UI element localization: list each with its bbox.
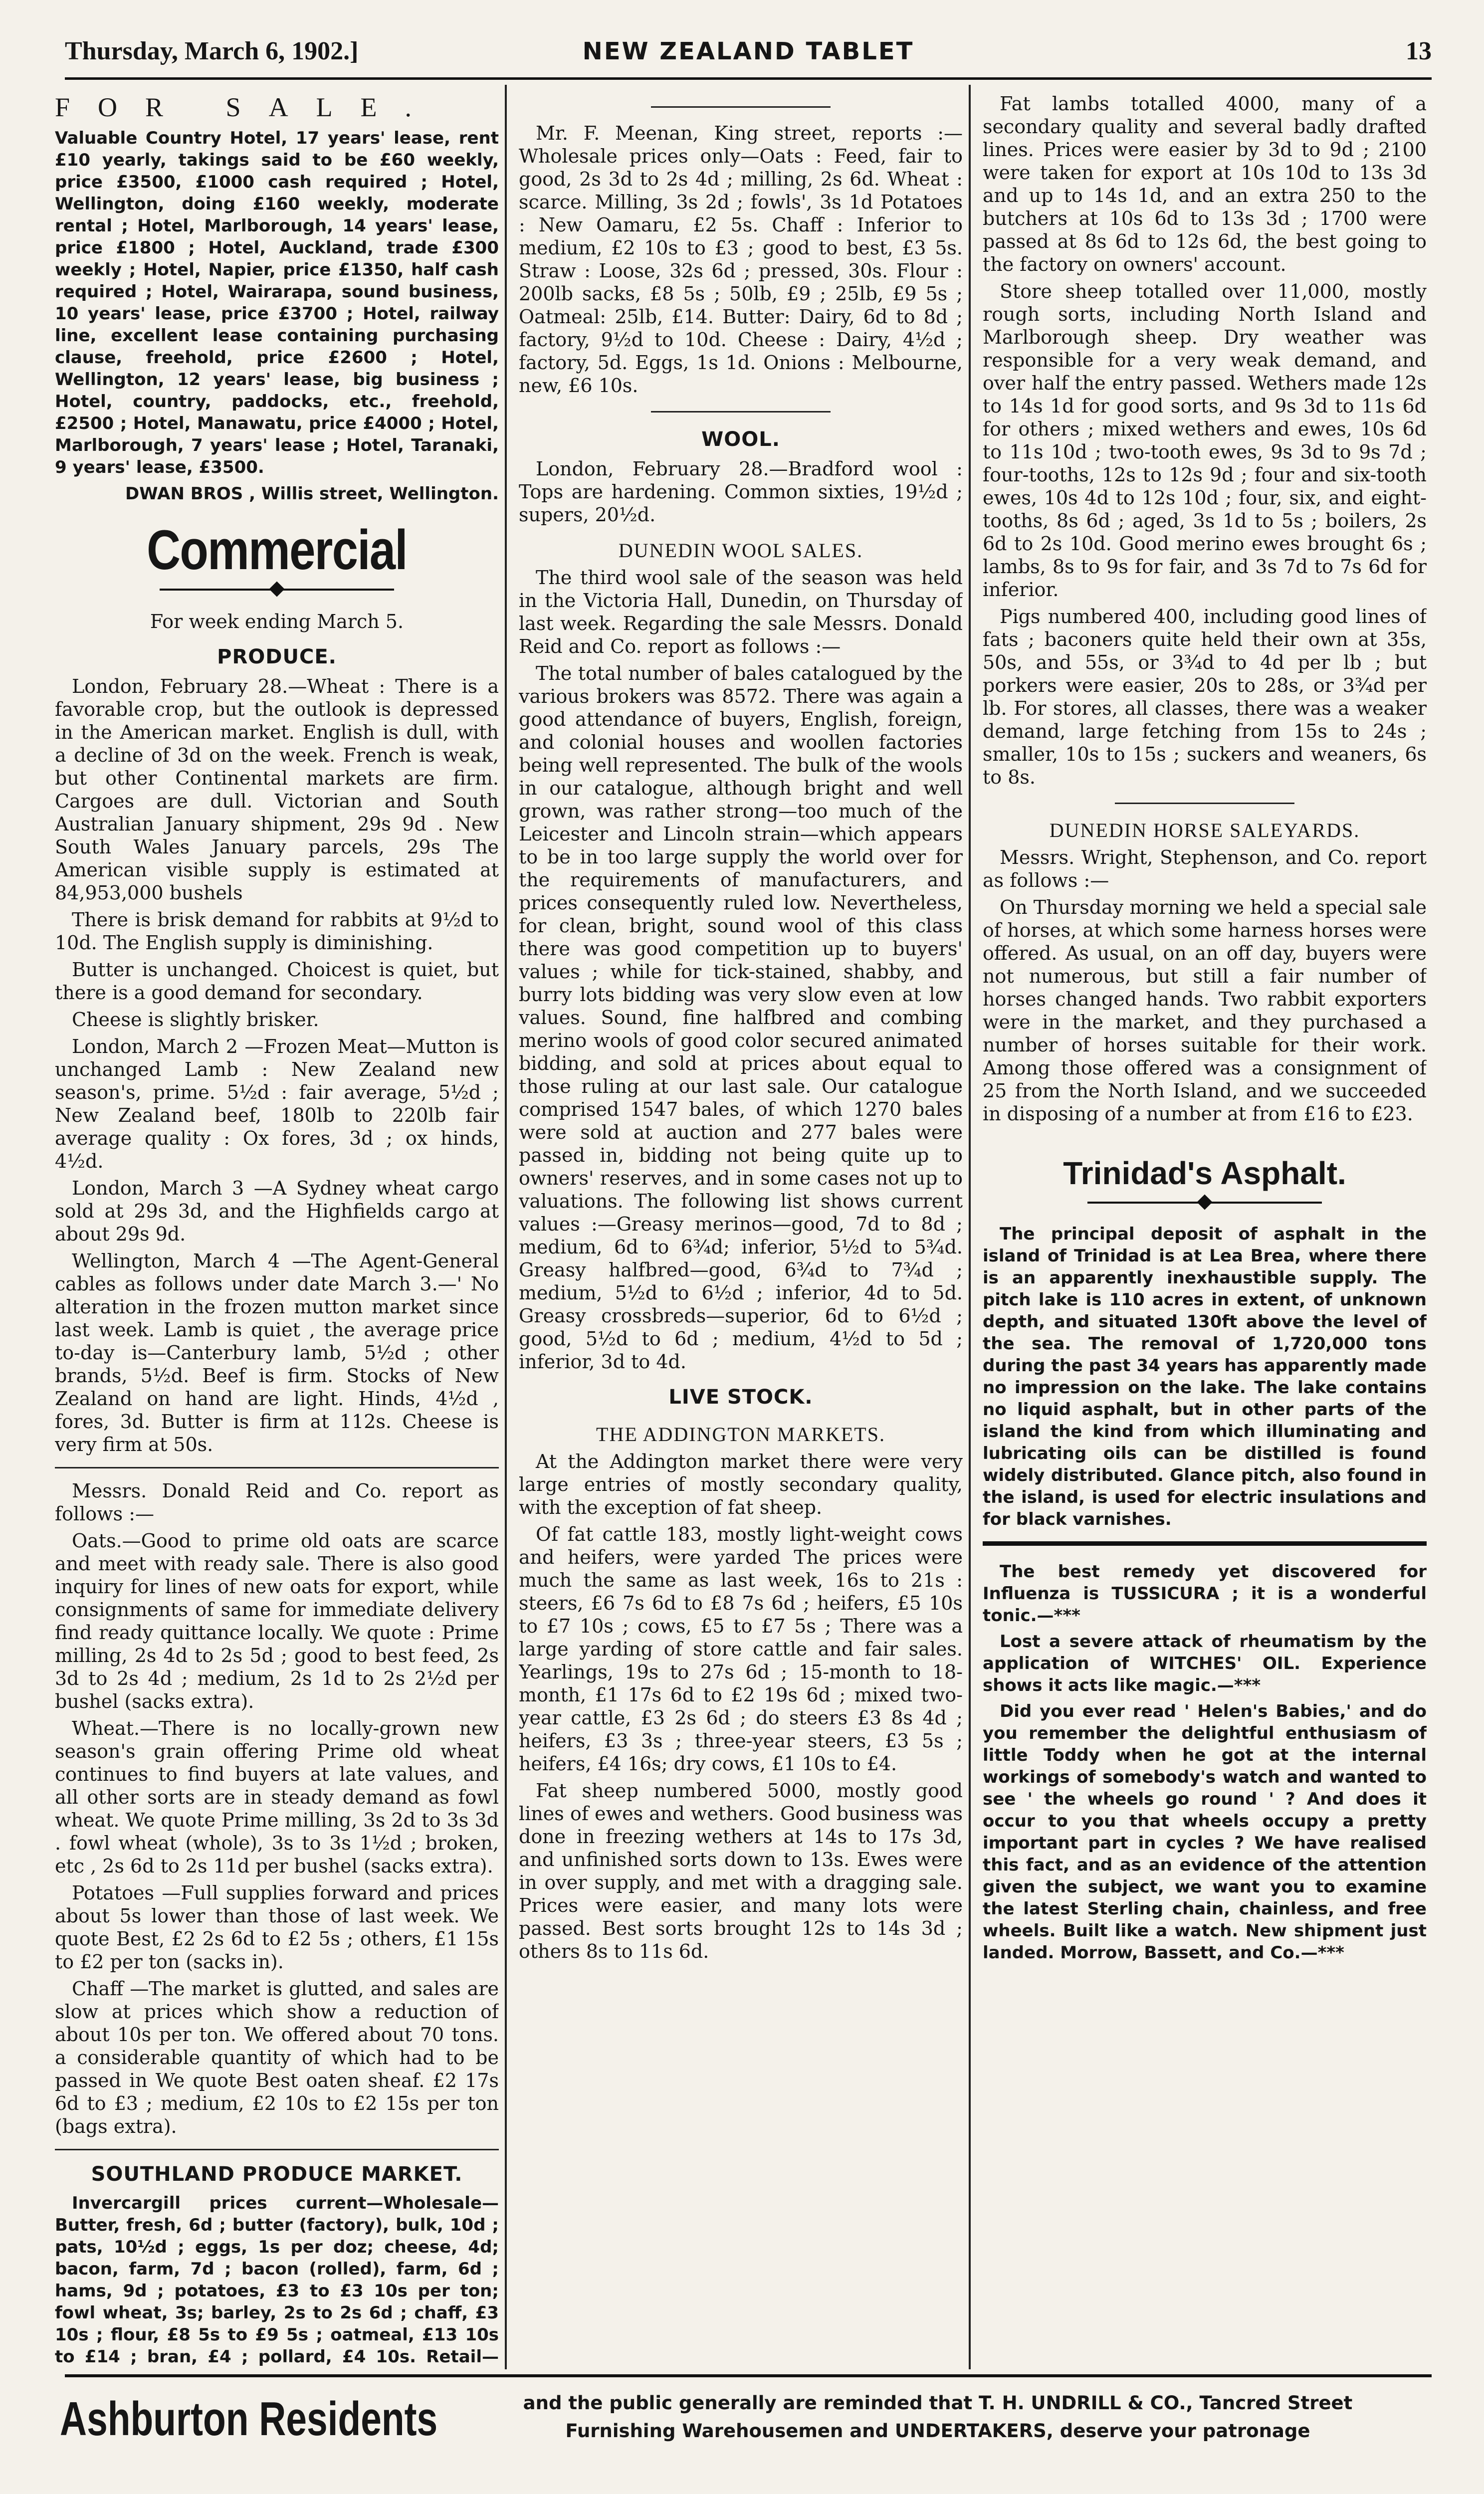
notice-paragraph: Did you ever read ' Helen's Babies,' and do you remember the delightful enthusiasm of little Toddy when he got at the internal workings of somebody's watch and wanted to see ' the wheels go round ' ? And does it occur to you that wheels occupy a pretty important part in cycles ? We have realised this fact, and as an evidence of the attention given the subject, we want you to examine the latest Sterling chain, chainless, and free wheels. Built like a watch. New shipment just landed. Morrow, Bassett, and Co.—*** (983, 1701, 1427, 1963)
notice-paragraph: The best remedy yet discovered for Influenza is TUSSICURA ; it is a wonderful tonic.—*** (983, 1562, 1427, 1626)
section-rule (55, 1467, 499, 1468)
addington-heading: THE ADDINGTON MARKETS. (596, 1423, 885, 1446)
section-rule (55, 2149, 499, 2150)
newspaper-title: NEW ZEALAND TABLET (582, 37, 914, 65)
produce-paragraph: London, March 3 —A Sydney wheat cargo sold at 29s 3d, and the Highfields cargo at about 29s 9d. (55, 1177, 499, 1245)
reid-intro: Messrs. Donald Reid and Co. report as follows :— (55, 1480, 499, 1525)
for-sale-advert (55, 92, 499, 505)
diamond-ornament-icon (269, 581, 284, 597)
section-rule (651, 106, 831, 108)
addington-paragraph: Fat sheep numbered 5000, mostly good lines of ewes and wethers. Good business was done in freezing wethers at 14s to 17s 3d, and unfinished sorts down to 13s. Ewes were in over supply, and met with a dragging sale. Prices were easier, and many lots were passed. Best sorts brought 12s to 14s 3d ; others 8s to 11s 6d. (519, 1780, 963, 1962)
section-rule (983, 1541, 1427, 1546)
issue-date: Thursday, March 6, 1902.] (65, 37, 359, 65)
commercial-title: Commercial (147, 519, 407, 581)
for-sale-heading: FOR SALE. (55, 92, 440, 122)
livestock-heading: LIVE STOCK. (668, 1386, 813, 1409)
produce-heading: PRODUCE. (217, 645, 337, 668)
horse-paragraph: On Thursday morning we held a special sale of horses, at which some harness horses were offered. As usual, on an off day, buyers were not numerous, but still a fair number of horses changed hands. Two rabbit exporters were in the market, and they purchased a number of horses suitable for their work. Among those offered was a consignment of 25 from the North Island, and we succeeded in disposing of a number at from £16 to £23. (983, 896, 1427, 1125)
reid-paragraph: Potatoes —Full supplies forward and prices about 5s lower than those of last week. We quote Best, £2 2s 6d to £2 5s ; others, £1 15s to £2 per ton (sacks in). (55, 1882, 499, 1973)
for-sale-signature: DWAN BROS , Willis street, Wellington. (125, 484, 499, 504)
reid-paragraph: Chaff —The market is glutted, and sales are slow at prices which show a reduction of about 10s per ton. We offered about 70 tons. a considerable quantity of which had to be passed in We quote Best oaten sheaf. £2 17s 6d to £3 ; medium, £2 10s to £2 15s per ton (bags extra). (55, 1978, 499, 2137)
asphalt-body: The principal deposit of asphalt in the island of Trinidad is at Lea Brea, where there is an apparently inexhaustible supply. The pitch lake is 110 acres in extent, of unknown depth, and situated 130ft above the level of the sea. The removal of 1,720,000 tons during the past 34 years has apparently made no impression on the lake. The lake contains no liquid asphalt, but in other parts of the island the kind from which illuminating and lubricating oils can be distilled is found widely distributed. Glance pitch, also found in the island, is used for electric insulations and for black varnishes. (983, 1224, 1427, 1529)
footer-line-2: Furnishing Warehousemen and UNDERTAKERS, deserve your patronage (565, 2420, 1310, 2442)
wool-heading: WOOL. (701, 428, 780, 451)
asphalt-title: Trinidad's Asphalt. (1063, 1155, 1346, 1191)
title-ornament (983, 1195, 1427, 1210)
header-rule (65, 77, 1432, 80)
column-divider (505, 85, 507, 2369)
column-3 (983, 92, 1427, 2367)
footer-advert-title: Ashburton Residents (60, 2392, 438, 2446)
page-number: 13 (1406, 37, 1432, 65)
column-divider (969, 85, 971, 2369)
reid-paragraph: Wheat.—There is no locally-grown new season's grain offering Prime old wheat continues to find buyers at late values, and all other sorts are in steady demand as fowl wheat. We quote Prime milling, 3s 2d to 3s 3d . fowl wheat (whole), 3s to 3s 1½d ; broken, etc , 2s 6d to 2s 11d per bushel (sacks extra). (55, 1717, 499, 1877)
footer-rule (65, 2374, 1432, 2377)
southland-heading: SOUTHLAND PRODUCE MARKET. (91, 2163, 463, 2186)
section-rule (651, 411, 831, 413)
addington-paragraph: Fat lambs totalled 4000, many of a secondary quality and several badly drafted lines. Prices were easier by 3d to 9d ; 2100 were taken for export at 10s 10d to 13s 3d and up to 14s 1d, and an extra 250 to the butchers at 10s 6d to 13s 3d ; 1700 were passed at 8s 6d to 12s 6d, the best going to the factory on owners' account. (983, 93, 1427, 275)
for-sale-body: Valuable Country Hotel, 17 years' lease, rent £10 yearly, takings said to be £60 weekly, price £3500, £1000 cash required ; Hotel, Wellington, doing £160 weekly, moderate rental ; Hotel, Marlborough, 14 years' lease, price £1800 ; Hotel, Auckland, trade £300 weekly ; Hotel, Napier, price £1350, half cash required ; Hotel, Wairarapa, sound business, 10 years' lease, price £3700 ; Hotel, railway line, excellent lease containing purchasing clause, freehold, price £2600 ; Hotel, Wellington, 12 years' lease, big business ; Hotel, country, paddocks, etc., freehold, £2500 ; Hotel, Manawatu, price £4000 ; Hotel, Marlborough, 7 years' lease ; Hotel, Taranaki, 9 years' lease, £3500. (55, 128, 499, 477)
notice-paragraph: Lost a severe attack of rheumatism by the application of WITCHES' OIL. Experience shows it acts like magic.—*** (983, 1632, 1427, 1695)
produce-paragraph: Cheese is slightly brisker. (72, 1009, 319, 1031)
column-2 (519, 92, 963, 2367)
produce-paragraph: There is brisk demand for rabbits at 9½d to 10d. The English supply is diminishing. (55, 909, 499, 954)
southland-prices: Invercargill prices current—Wholesale—Butter, fresh, 6d ; butter (factory), bulk, 10d ; pats, 10½d ; eggs, 1s per doz; cheese, 4d; bacon, farm, 7d ; bacon (rolled), farm, 6d ; hams, 9d ; potatoes, £3 to £3 10s per ton; fowl wheat, 3s; barley, 2s to 2s 6d ; chaff, £3 10s ; flour, £8 5s to £9 5s ; oatmeal, £13 10s to £14 ; bran, £4 ; pollard, £4 10s. Retail— (55, 2193, 499, 2367)
dunedin-wool-paragraph: The third wool sale of the season was held in the Victoria Hall, Dunedin, on Thursday of last week. Regarding the sale Messrs. Donald Reid and Co. report as follows :— (519, 567, 963, 657)
dunedin-wool-heading: DUNEDIN WOOL SALES. (618, 539, 863, 562)
footer-advert-text (439, 2389, 1437, 2445)
produce-paragraph: London, February 28.—Wheat : There is a favorable crop, but the outlook is depressed in the American market. English is dull, with a decline of 3d on the week. French is weak, but other Continental markets are firm. Cargoes are dull. Victorian and South Australian January shipment, 29s 9d . New South Wales January parcels, 29s The American visible supply is estimated at 84,953,000 bushels (55, 675, 499, 904)
produce-paragraph: London, March 2 —Frozen Meat—Mutton is unchanged Lamb : New Zealand new season's, prime. 5½d : fair average, 5½d ; New Zealand beef, 180lb to 220lb fair average quality : Ox fores, 3d ; ox hinds, 4½d. (55, 1036, 499, 1172)
addington-paragraph: Of fat cattle 183, mostly light-weight cows and heifers, were yarded The prices were much the same as last week, 16s to 21s : steers, £6 7s 6d to £8 7s 6d ; heifers, £5 10s to £7 10s ; cows, £5 to £7 5s ; There was a large yarding of store cattle and fair sales. Yearlings, 19s to 27s 6d ; 15-month to 18-month, £1 17s 6d to £2 19s 6d ; mixed two-year cattle, £3 2s 6d ; do steers £3 8s 4d ; heifers, £3 3s ; three-year steers, £3 5s ; heifers, £4 16s; dry cows, £1 10s to £4. (519, 1523, 963, 1775)
section-rule (1115, 803, 1294, 804)
running-header (65, 30, 1432, 75)
reid-paragraph: Oats.—Good to prime old oats are scarce and meet with ready sale. There is also good inquiry for lines of new oats for export, while consignments of same for immediate delivery find ready quittance locally. We quote : Prime milling, 2s 4d to 2s 5d ; good to best feed, 2s 3d to 2s 4d ; medium, 2s 1d to 2s 2½d per bushel (sacks extra). (55, 1530, 499, 1712)
addington-paragraph: At the Addington market there were very large entries of mostly secondary quality, with the exception of fat sheep. (519, 1451, 963, 1518)
produce-paragraph: Wellington, March 4 —The Agent-General cables as follows under date March 3.—' No alteration in the frozen mutton market since last week. Lamb is quiet , the average price to-day is—Canterbury lamb, 5½d ; other brands, 5½d. Beef is firm. Stocks of New Zealand on hand are light. Hinds, 4½d , fores, 3d. Butter is firm at 112s. Cheese is very firm at 50s. (55, 1250, 499, 1455)
wool-london: London, February 28.—Bradford wool : Tops are hardening. Common sixties, 19½d ; supers, 20½d. (519, 458, 963, 526)
footer-line-1: and the public generally are reminded that T. H. UNDRILL & CO., Tancred Street (523, 2392, 1353, 2414)
meenan-report: Mr. F. Meenan, King street, reports :—Wholesale prices only—Oats : Feed, fair to good, 2s 3d to 2s 4d ; milling, 2s 6d. Wheat : scarce. Milling, 3s 2d ; fowls', 3s 1d Potatoes : New Oamaru, £2 5s. Chaff : Inferior to medium, £2 10s to £3 ; good to best, £3 5s. Straw : Loose, 32s 6d ; pressed, 30s. Flour : 200lb sacks, £8 5s ; 50lb, £9 ; 25lb, £9 5s ; Oatmeal: 25lb, £14. Butter: Dairy, 6d to 8d ; factory, 9½d to 10d. Cheese : Dairy, 4½d ; factory, 5d. Eggs, 1s 1d. Onions : Melbourne, new, £6 10s. (519, 122, 963, 397)
horse-saleyards-heading: DUNEDIN HORSE SALEYARDS. (1049, 819, 1360, 841)
diamond-ornament-icon (1197, 1194, 1212, 1210)
horse-paragraph: Messrs. Wright, Stephenson, and Co. report as follows :— (983, 846, 1427, 891)
addington-paragraph: Store sheep totalled over 11,000, mostly rough sorts, including North Island and Marlborough sheep. Dry weather was responsible for a very weak demand, and over half the entry passed. Wethers made 12s to 14s 1d for good sorts, and 9s 3d to 11s 6d for others ; mixed wethers and ewes, 10s 6d to 11s 10d ; two-tooth ewes, 9s 3d to 9s 7d ; four-tooths, 12s to 12s 9d ; four and six-tooth ewes, 10s 4d to 12s 10d ; four, six, and eight-tooths, 8s 6d ; aged, 3s 1d to 5s ; boilers, 2s 6d to 2s 10d. Good merino ewes brought 6s ; lambs, 8s to 9s for fair, and 3s 7d to 7s 6d for inferior. (983, 280, 1427, 601)
column-1 (55, 92, 499, 2367)
addington-paragraph: Pigs numbered 400, including good lines of fats ; baconers quite held their own at 35s, 50s, and 55s, or 3¾d to 4d per lb ; but porkers were easier, 20s to 28s, or 3¾d per lb. For stores, all classes, there was a weaker demand, large fetching from 15s to 24s ; smaller, 10s to 15s ; suckers and weaners, 6s to 8s. (983, 606, 1427, 788)
title-ornament (55, 582, 499, 597)
week-ending: For week ending March 5. (150, 611, 404, 632)
dunedin-wool-paragraph: The total number of bales catalogued by the various brokers was 8572. There was again a good attendance of buyers, English, foreign, and colonial houses and woollen factories being well represented. The bulk of the wools in our catalogue, although bright and well grown, was rather strong—too much of the Leicester and Lincoln strain—which appears to be in too large supply the world over for the requirements of manufacturers, and prices consequently ruled low. Nevertheless, for clean, bright, sound wool of this class there was good competition up to buyers' values ; while for tick-stained, shabby, and burry lots bidding was very slow even at low values. Sound, fine halfbred and combing merino wools of good color secured animated bidding, and sold at prices about equal to those ruling at our last sale. Our catalogue comprised 1547 bales, of which 1270 bales were sold at auction and 277 bales were passed in, bidding not being quite up to owners' reserves, and in some cases not up to valuations. The following list shows current values :—Greasy merinos—good, 7d to 8d ; medium, 6d to 6¾d; inferior, 5½d to 5¾d. Greasy halfbred—good, 6¾d to 7¾d ; medium, 5½d to 6½d ; inferior, 4d to 5d. Greasy crossbreds—superior, 6d to 6½d ; good, 5½d to 6d ; medium, 4½d to 5d ; inferior, 3d to 4d. (519, 662, 963, 1373)
produce-paragraph: Butter is unchanged. Choicest is quiet, but there is a good demand for secondary. (55, 959, 499, 1004)
